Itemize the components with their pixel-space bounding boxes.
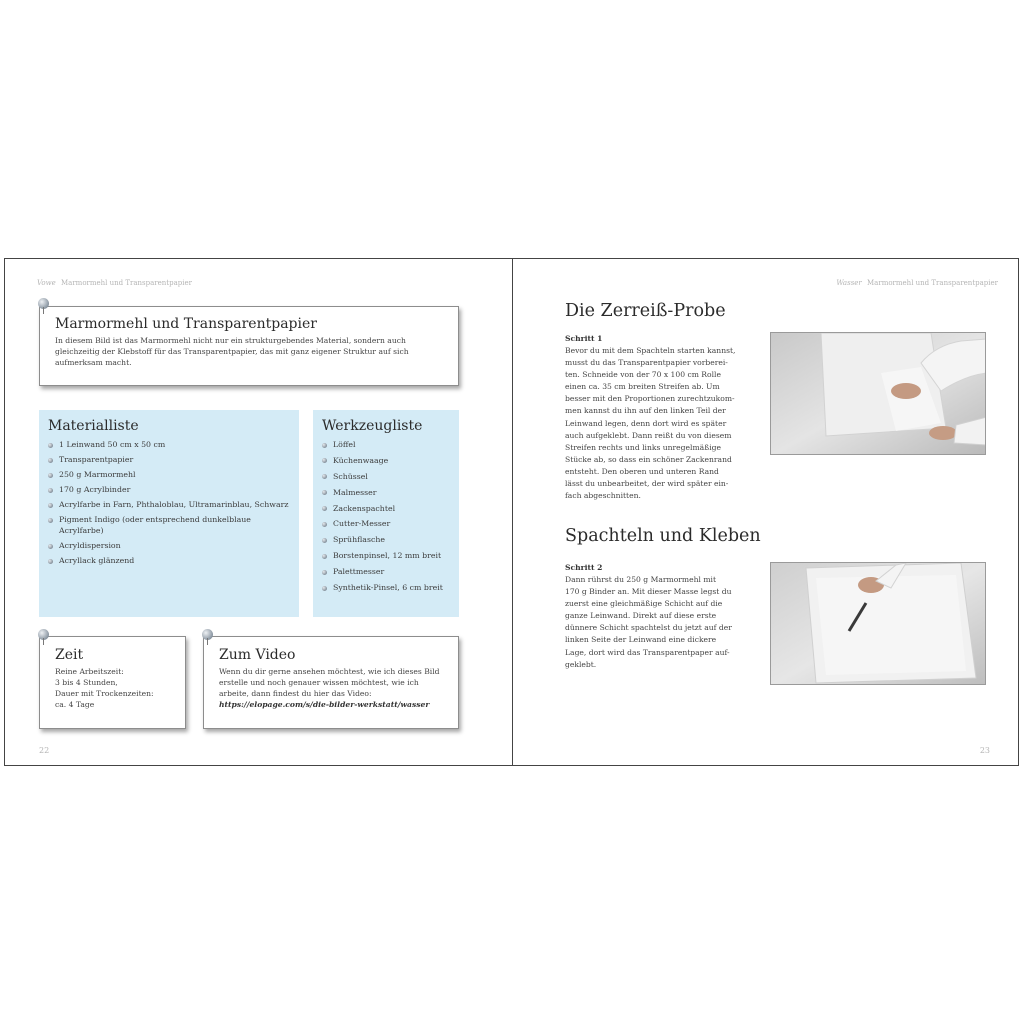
running-head-text: Marmormehl und Transparentpapier bbox=[61, 279, 192, 287]
text-line: Leinwand legen, denn dort wird es später bbox=[565, 418, 727, 428]
list-item: 170 g Acrylbinder bbox=[48, 485, 290, 496]
text-line: linken Seite der Leinwand eine dickere bbox=[565, 635, 717, 645]
video-title: Zum Video bbox=[219, 647, 296, 663]
time-title: Zeit bbox=[55, 647, 84, 663]
step-label-2: Schritt 2 bbox=[565, 563, 603, 572]
video-description: Wenn du dir gerne ansehen möchtest, wie ich dieses Bild erstelle und noch genauer wissen möchtest, wie ich arbeite, dann findest du hier das Video: bbox=[219, 667, 440, 698]
video-link[interactable]: https://elopage.com/s/die-bilder-werkstatt/wasser bbox=[219, 700, 430, 709]
text-line: zuerst eine gleichmäßige Schicht auf die bbox=[565, 599, 723, 609]
text-line: ganze Leinwand. Direkt auf diese erste bbox=[565, 611, 717, 621]
materials-list bbox=[48, 440, 290, 567]
video-card bbox=[203, 636, 459, 729]
text-line: musst du das Transparentpapier vorberei- bbox=[565, 358, 728, 368]
time-card bbox=[39, 636, 186, 729]
intro-card bbox=[39, 306, 459, 386]
text-line: Dann rührst du 250 g Marmormehl mit bbox=[565, 575, 717, 584]
text-line: Bevor du mit dem Spachteln starten kannst, bbox=[565, 346, 736, 355]
photo-spreading-paste bbox=[770, 562, 986, 685]
page-number-right: 23 bbox=[979, 746, 990, 755]
text-line: auch aufgeklebt. Dann reißt du von diesem bbox=[565, 430, 732, 440]
list-item: Löffel bbox=[322, 440, 450, 451]
running-head-right bbox=[836, 279, 998, 287]
text-line: lässt du unbearbeitet, der wird später ein- bbox=[565, 479, 729, 489]
list-item: Küchenwaage bbox=[322, 456, 450, 467]
list-item: 1 Leinwand 50 cm x 50 cm bbox=[48, 440, 290, 451]
list-item: Acryllack glänzend bbox=[48, 556, 290, 567]
text-line: geklebt. bbox=[565, 659, 597, 669]
book-spread bbox=[4, 258, 1019, 766]
text-line: Stücke ab, so dass ein schöner Zackenrand bbox=[565, 454, 732, 464]
list-item: 250 g Marmormehl bbox=[48, 470, 290, 481]
step-label-1: Schritt 1 bbox=[565, 334, 603, 343]
time-line: Reine Arbeitszeit: bbox=[55, 667, 124, 676]
list-item: Sprühflasche bbox=[322, 535, 450, 546]
running-head-logo: Wasser bbox=[836, 279, 862, 287]
time-line: Dauer mit Trockenzeiten: bbox=[55, 689, 154, 698]
list-item: Cutter-Messer bbox=[322, 519, 450, 530]
list-item: Transparentpapier bbox=[48, 455, 290, 466]
right-page bbox=[512, 259, 1018, 765]
video-text bbox=[219, 666, 443, 710]
running-head-logo: Vowe bbox=[37, 279, 56, 287]
section-title-1: Die Zerreiß-Probe bbox=[565, 301, 726, 321]
pin-icon bbox=[202, 629, 213, 640]
intro-text: In diesem Bild ist das Marmormehl nicht nur ein strukturgebendes Material, sondern auch gleichzeitig der Klebstoff für das Transparentpapier, das mit ganz eigener Struktur auf sich aufmerksam macht. bbox=[55, 336, 409, 367]
tools-box bbox=[313, 410, 459, 617]
time-line: ca. 4 Tage bbox=[55, 700, 95, 709]
tools-title: Werkzeugliste bbox=[322, 418, 423, 434]
left-page bbox=[5, 259, 512, 765]
list-item: Malmesser bbox=[322, 488, 450, 499]
tools-list bbox=[322, 440, 450, 594]
photo-tearing-paper bbox=[770, 332, 986, 455]
section-title-2: Spachteln und Kleben bbox=[565, 526, 761, 546]
time-line: 3 bis 4 Stunden, bbox=[55, 678, 118, 687]
text-line: fach abgeschnitten. bbox=[565, 491, 641, 501]
page-number-left: 22 bbox=[39, 746, 50, 755]
pin-icon bbox=[38, 629, 49, 640]
list-item: Acryldispersion bbox=[48, 541, 290, 552]
text-line: einen ca. 35 cm breiten Streifen ab. Um bbox=[565, 382, 720, 392]
list-item: Pigment Indigo (oder entsprechend dunkelblaue Acrylfarbe) bbox=[48, 515, 290, 536]
list-item: Acrylfarbe in Farn, Phthaloblau, Ultramarinblau, Schwarz bbox=[48, 500, 290, 511]
list-item: Palettmesser bbox=[322, 567, 450, 578]
text-line: ten. Schneide von der 70 x 100 cm Rolle bbox=[565, 370, 721, 380]
time-text bbox=[55, 666, 170, 710]
list-item: Borstenpinsel, 12 mm breit bbox=[322, 551, 450, 562]
materials-box bbox=[39, 410, 299, 617]
pin-icon bbox=[38, 298, 49, 309]
running-head-left bbox=[37, 279, 192, 287]
text-line: 170 g Binder an. Mit dieser Masse legst du bbox=[565, 587, 732, 597]
step-text-2 bbox=[565, 574, 755, 671]
list-item: Synthetik-Pinsel, 6 cm breit bbox=[322, 583, 450, 594]
intro-title: Marmormehl und Transparentpapier bbox=[55, 316, 317, 332]
text-line: entsteht. Den oberen und unteren Rand bbox=[565, 466, 719, 476]
list-item: Zackenspachtel bbox=[322, 504, 450, 515]
text-line: Lage, dort wird das Transparentpaper auf- bbox=[565, 647, 730, 657]
text-line: besser mit den Proportionen zurechtzukom- bbox=[565, 394, 735, 404]
text-line: dünnere Schicht spachtelst du jetzt auf der bbox=[565, 623, 732, 633]
list-item: Schüssel bbox=[322, 472, 450, 483]
text-line: Streifen rechts und links unregelmäßige bbox=[565, 442, 722, 452]
step-text-1 bbox=[565, 345, 755, 502]
text-line: men kannst du ihn auf den linken Teil der bbox=[565, 406, 726, 416]
materials-title: Materialliste bbox=[48, 418, 139, 434]
running-head-text: Marmormehl und Transparentpapier bbox=[867, 279, 998, 287]
